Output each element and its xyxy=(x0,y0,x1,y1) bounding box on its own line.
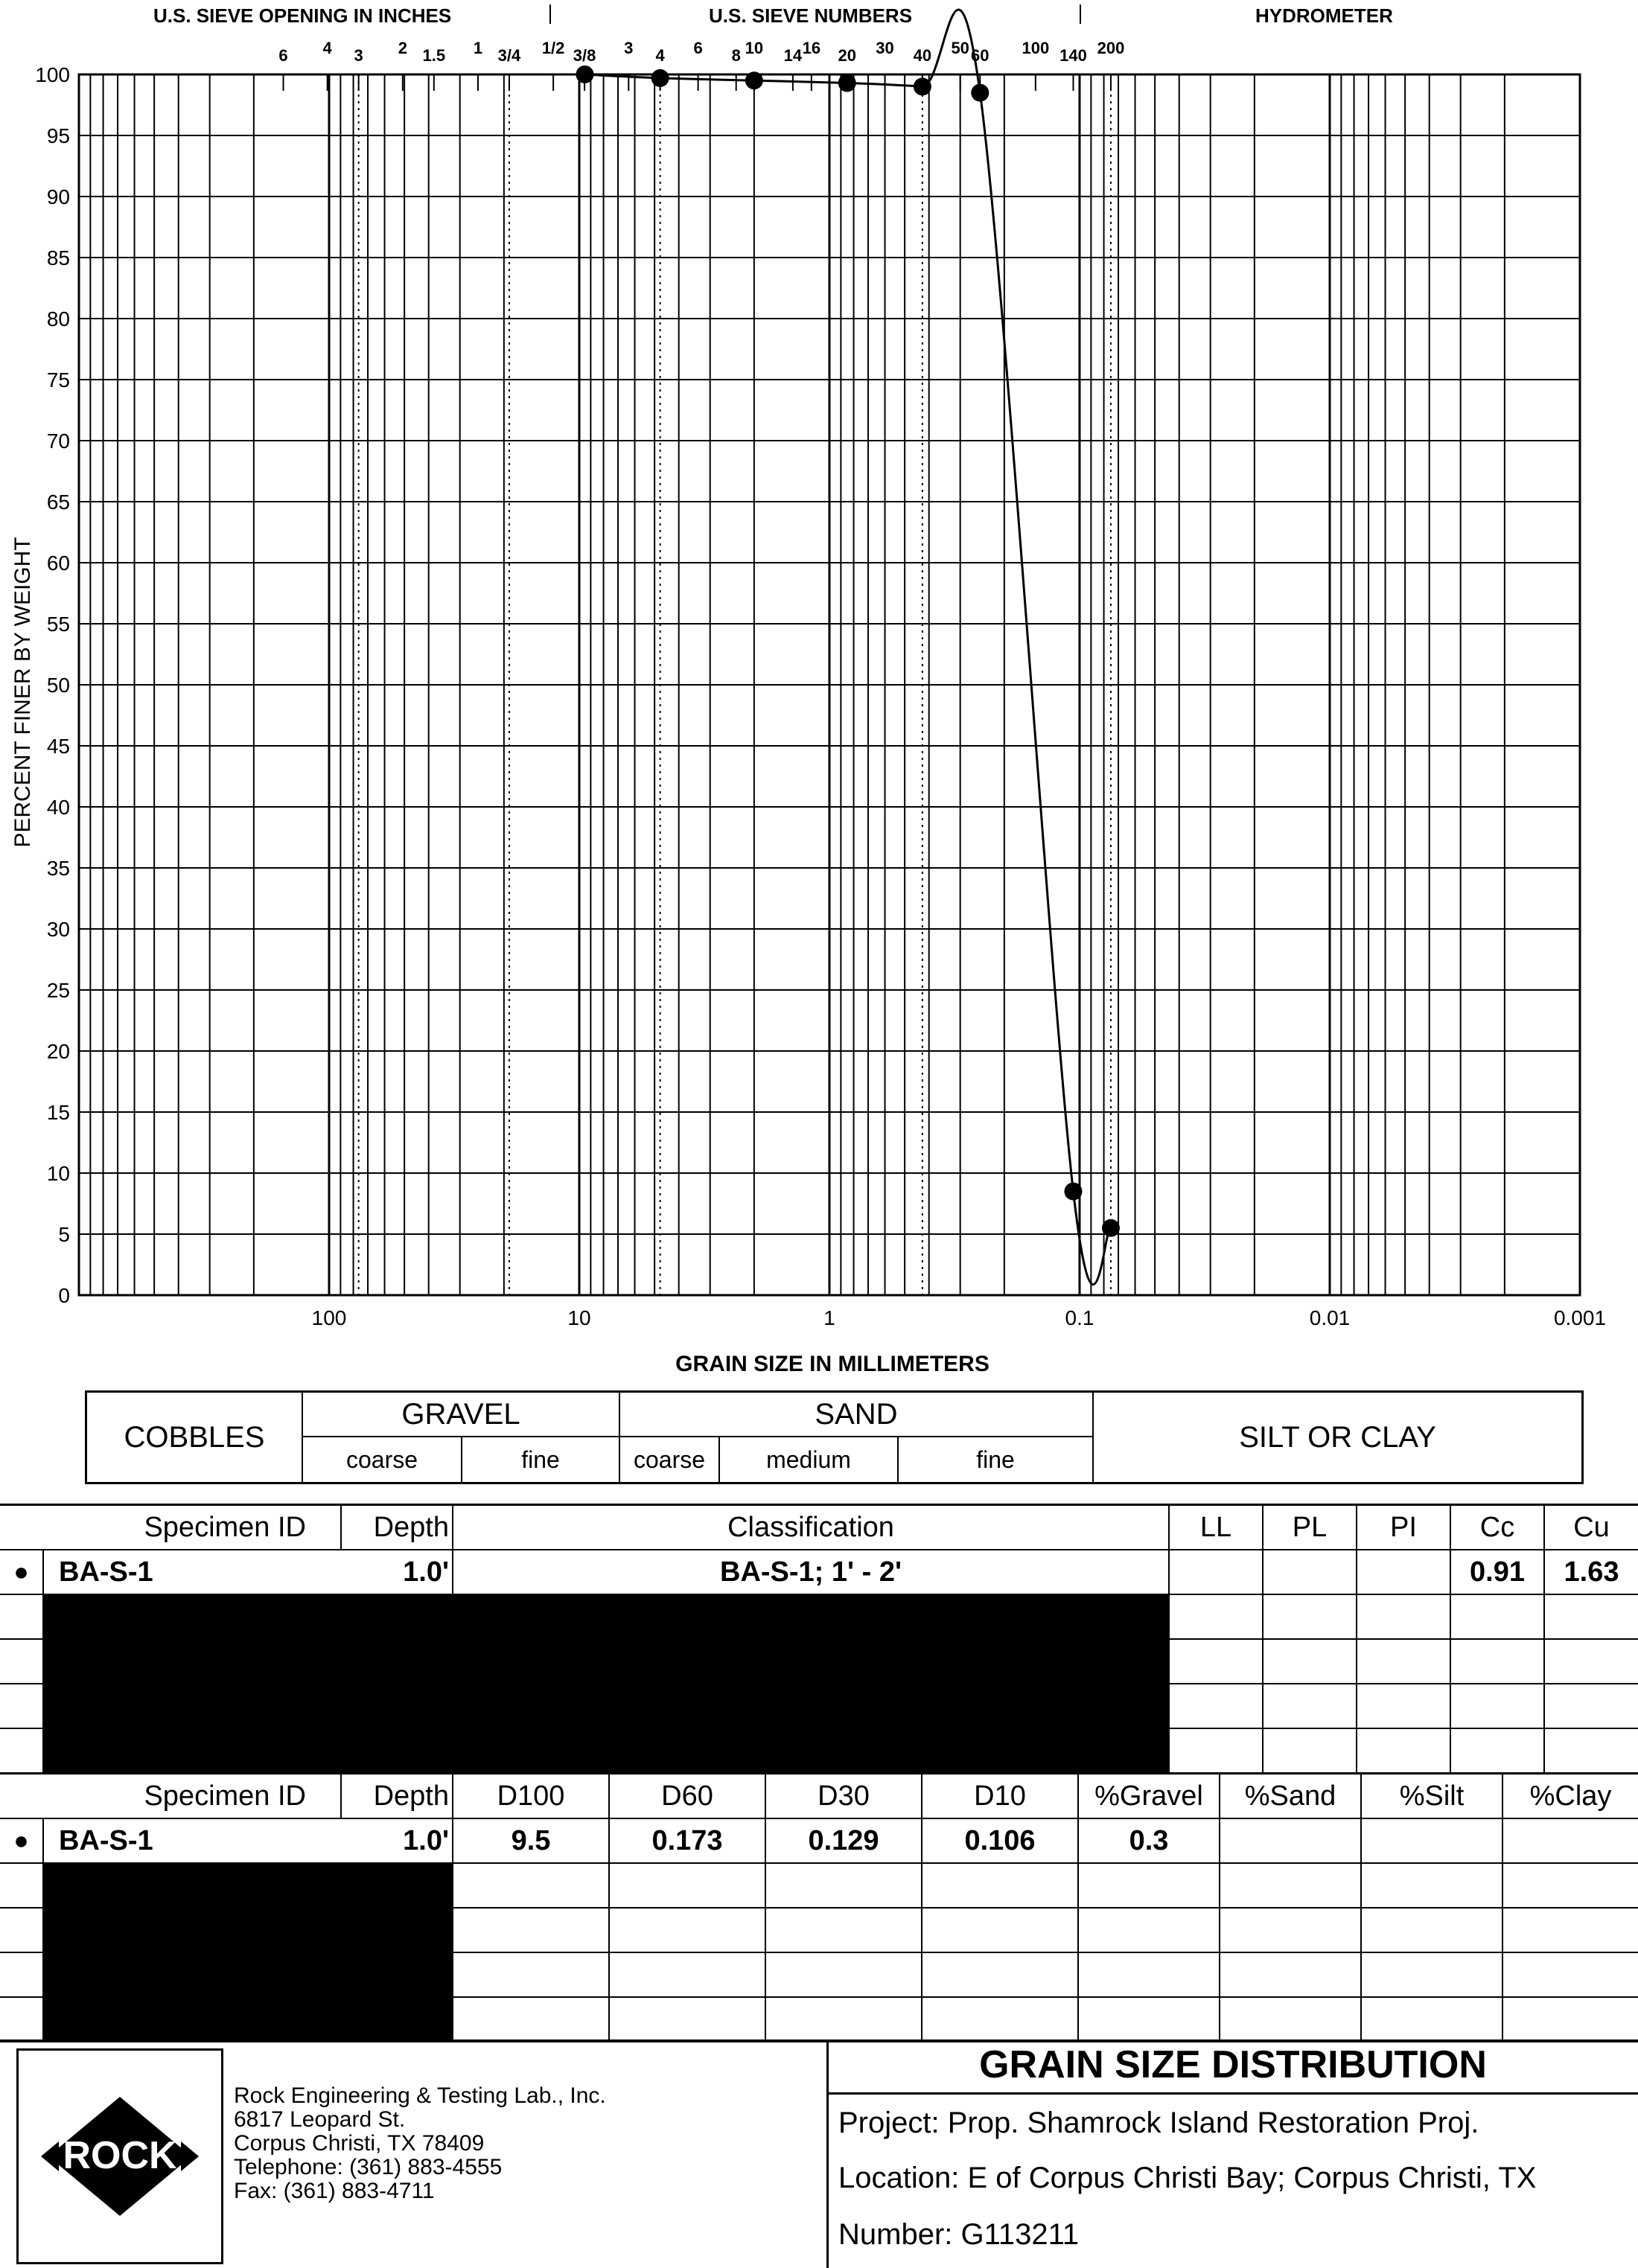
x-tick-label: 1 xyxy=(823,1306,835,1329)
y-tick-label: 85 xyxy=(46,246,70,269)
silt-clay-label: SILT OR CLAY xyxy=(1239,1420,1436,1454)
y-tick-label: 100 xyxy=(35,63,70,86)
t2-header-clay: %Clay xyxy=(1502,1774,1638,1818)
t2-d100: 9.5 xyxy=(453,1818,609,1863)
t1-pi xyxy=(1357,1550,1450,1594)
top-sieve-label: 40 xyxy=(913,46,932,65)
t2-silt xyxy=(1361,1818,1502,1863)
rock-logo-icon xyxy=(19,2051,221,2262)
table-row xyxy=(0,1818,1638,1863)
y-tick-label: 75 xyxy=(46,368,70,392)
top-sieve-label: 10 xyxy=(745,39,764,57)
x-tick-labels xyxy=(312,1306,1606,1329)
top-sieve-label: 20 xyxy=(838,46,856,65)
t2-d30: 0.129 xyxy=(765,1818,922,1863)
y-tick-label: 30 xyxy=(46,918,70,941)
y-tick-label: 50 xyxy=(46,674,70,697)
top-sieve-label: 3 xyxy=(624,39,634,57)
series-marker: ● xyxy=(0,1818,43,1863)
t2-clay xyxy=(1502,1818,1638,1863)
company-name: Rock Engineering & Testing Lab., Inc. xyxy=(234,2083,606,2108)
top-sieve-label: 100 xyxy=(1022,39,1050,57)
soil-class-band xyxy=(85,1390,1584,1484)
data-point xyxy=(838,74,856,92)
t2-header-d30: D30 xyxy=(765,1774,922,1818)
t2-header-depth: Depth xyxy=(341,1774,453,1818)
redacted-block xyxy=(43,1594,1169,1773)
project-line: Project: Prop. Shamrock Island Restoration Proj. xyxy=(838,2106,1479,2139)
y-tick-labels xyxy=(35,63,70,1307)
location-line: Location: E of Corpus Christi Bay; Corpus Christi, TX xyxy=(838,2162,1537,2194)
y-tick-label: 95 xyxy=(46,124,70,147)
top-sieve-label: 30 xyxy=(876,39,894,57)
sand-medium-cell xyxy=(720,1437,899,1482)
t2-d10: 0.106 xyxy=(922,1818,1078,1863)
cobbles-cell xyxy=(87,1393,303,1482)
gravel-coarse-cell xyxy=(303,1437,462,1482)
t2-header-sand: %Sand xyxy=(1220,1774,1361,1818)
data-point xyxy=(1102,1219,1120,1237)
gravel-label: GRAVEL xyxy=(401,1397,520,1431)
sand-coarse-cell xyxy=(620,1437,720,1482)
top-sieve-label: 1 xyxy=(473,39,483,57)
header-sieve-opening: U.S. SIEVE OPENING IN INCHES xyxy=(153,4,452,27)
data-point xyxy=(651,69,669,87)
data-point xyxy=(914,77,931,95)
top-sieve-label: 14 xyxy=(783,46,803,65)
t1-header-pl: PL xyxy=(1263,1505,1357,1550)
y-tick-label: 25 xyxy=(46,979,70,1002)
sand-label: SAND xyxy=(815,1397,898,1431)
t2-header-gravel: %Gravel xyxy=(1078,1774,1220,1818)
top-sieve-label: 8 xyxy=(731,46,741,65)
y-tick-label: 55 xyxy=(46,613,70,636)
t1-header-classification: Classification xyxy=(453,1505,1169,1550)
company-address1: 6817 Leopard St. xyxy=(234,2107,406,2132)
top-sieve-label: 6 xyxy=(693,39,703,57)
sand-coarse-label: coarse xyxy=(633,1446,706,1473)
top-sieve-label: 3/8 xyxy=(573,46,596,65)
x-tick-label: 0.01 xyxy=(1309,1306,1351,1329)
t2-header-d60: D60 xyxy=(609,1774,765,1818)
sand-cell xyxy=(620,1393,1094,1437)
y-tick-label: 5 xyxy=(58,1223,70,1246)
gradation-table xyxy=(0,1773,1638,2042)
t1-classification: BA-S-1; 1' - 2' xyxy=(453,1550,1169,1594)
header-hydrometer: HYDROMETER xyxy=(1255,4,1393,27)
y-tick-label: 15 xyxy=(46,1101,70,1124)
y-tick-label: 90 xyxy=(46,185,70,208)
series-marker: ● xyxy=(0,1550,43,1594)
y-tick-label: 65 xyxy=(46,491,70,514)
y-tick-label: 45 xyxy=(46,735,70,758)
chart-grid xyxy=(79,74,1580,1295)
gravel-coarse-label: coarse xyxy=(345,1446,418,1473)
t1-depth: 1.0' xyxy=(341,1550,453,1594)
t1-cc: 0.91 xyxy=(1450,1550,1544,1594)
cobbles-label: COBBLES xyxy=(124,1420,265,1454)
y-axis-label: PERCENT FINER BY WEIGHT xyxy=(10,537,35,848)
top-sieve-label: 1/2 xyxy=(541,39,565,57)
company-logo xyxy=(16,2048,223,2264)
sand-fine-label: fine xyxy=(976,1446,1015,1473)
table1-header-row xyxy=(0,1505,1638,1550)
gravel-fine-cell xyxy=(462,1437,620,1482)
top-sieve-label: 16 xyxy=(802,39,821,57)
t2-depth: 1.0' xyxy=(341,1818,453,1863)
x-tick-label: 0.001 xyxy=(1553,1306,1607,1329)
t1-header-pi: PI xyxy=(1357,1505,1450,1550)
t1-ll xyxy=(1169,1550,1263,1594)
t1-header-specimen: Specimen ID xyxy=(0,1505,341,1550)
report-title: GRAIN SIZE DISTRIBUTION xyxy=(979,2043,1487,2086)
sand-medium-label: medium xyxy=(766,1446,851,1473)
y-tick-label: 20 xyxy=(46,1040,70,1063)
header-sieve-numbers: U.S. SIEVE NUMBERS xyxy=(709,4,913,27)
t2-header-d10: D10 xyxy=(922,1774,1078,1818)
table2-header-row xyxy=(0,1774,1638,1818)
top-sieve-label: 3 xyxy=(354,46,363,65)
data-point xyxy=(576,66,593,83)
gravel-cell xyxy=(303,1393,620,1437)
t2-d60: 0.173 xyxy=(609,1818,765,1863)
x-tick-label: 100 xyxy=(311,1306,347,1329)
y-tick-label: 70 xyxy=(46,429,70,453)
company-info xyxy=(234,2084,606,2203)
t1-header-depth: Depth xyxy=(341,1505,453,1550)
data-point xyxy=(971,84,989,102)
t1-specimen-id: BA-S-1 xyxy=(43,1550,341,1594)
series-line xyxy=(584,10,1110,1285)
data-series xyxy=(576,10,1119,1285)
top-sieve-label: 2 xyxy=(398,39,407,57)
top-sieve-label: 60 xyxy=(971,46,990,65)
y-tick-label: 35 xyxy=(46,857,70,880)
y-tick-label: 10 xyxy=(46,1162,70,1185)
t1-header-ll: LL xyxy=(1169,1505,1263,1550)
top-sieve-label: 1.5 xyxy=(422,46,446,65)
silt-clay-cell xyxy=(1094,1393,1581,1482)
t2-header-specimen: Specimen ID xyxy=(0,1774,341,1818)
title-underline xyxy=(828,2092,1638,2095)
company-telephone: Telephone: (361) 883-4555 xyxy=(234,2155,503,2179)
gravel-fine-label: fine xyxy=(521,1446,560,1473)
number-line: Number: G113211 xyxy=(838,2218,1080,2251)
data-point xyxy=(745,71,763,89)
top-sieve-label: 50 xyxy=(951,39,969,57)
top-sieve-label: 200 xyxy=(1097,39,1125,57)
y-tick-label: 0 xyxy=(58,1284,70,1307)
y-tick-label: 40 xyxy=(46,796,70,819)
y-tick-label: 60 xyxy=(46,552,70,575)
table-row xyxy=(0,1863,1638,1908)
table-row xyxy=(0,1594,1638,1639)
sand-fine-cell xyxy=(899,1437,1094,1482)
t2-header-d100: D100 xyxy=(453,1774,609,1818)
top-sieve-labels xyxy=(278,39,1124,91)
top-sieve-label: 4 xyxy=(655,46,665,65)
table-row xyxy=(0,1550,1638,1594)
t2-gravel: 0.3 xyxy=(1078,1818,1220,1863)
top-sieve-label: 140 xyxy=(1059,46,1087,65)
t2-header-silt: %Silt xyxy=(1361,1774,1502,1818)
x-tick-label: 10 xyxy=(567,1306,591,1329)
company-fax: Fax: (361) 883-4711 xyxy=(234,2179,435,2203)
t2-specimen-id: BA-S-1 xyxy=(43,1818,341,1863)
y-tick-label: 80 xyxy=(46,307,70,330)
x-axis-label: GRAIN SIZE IN MILLIMETERS xyxy=(675,1352,990,1376)
redacted-block xyxy=(43,1863,453,2042)
t2-sand xyxy=(1220,1818,1361,1863)
t1-header-cu: Cu xyxy=(1544,1505,1638,1550)
company-address2: Corpus Christi, TX 78409 xyxy=(234,2131,485,2156)
top-sieve-label: 3/4 xyxy=(497,46,521,65)
classification-table xyxy=(0,1504,1638,1774)
top-sieve-label: 6 xyxy=(278,46,288,65)
x-tick-label: 0.1 xyxy=(1065,1306,1094,1329)
t1-pl xyxy=(1263,1550,1357,1594)
t1-cu: 1.63 xyxy=(1544,1550,1638,1594)
logo-text: ROCK xyxy=(63,2134,177,2177)
data-point xyxy=(1064,1183,1082,1201)
top-sieve-label: 4 xyxy=(322,39,332,57)
t1-header-cc: Cc xyxy=(1450,1505,1544,1550)
